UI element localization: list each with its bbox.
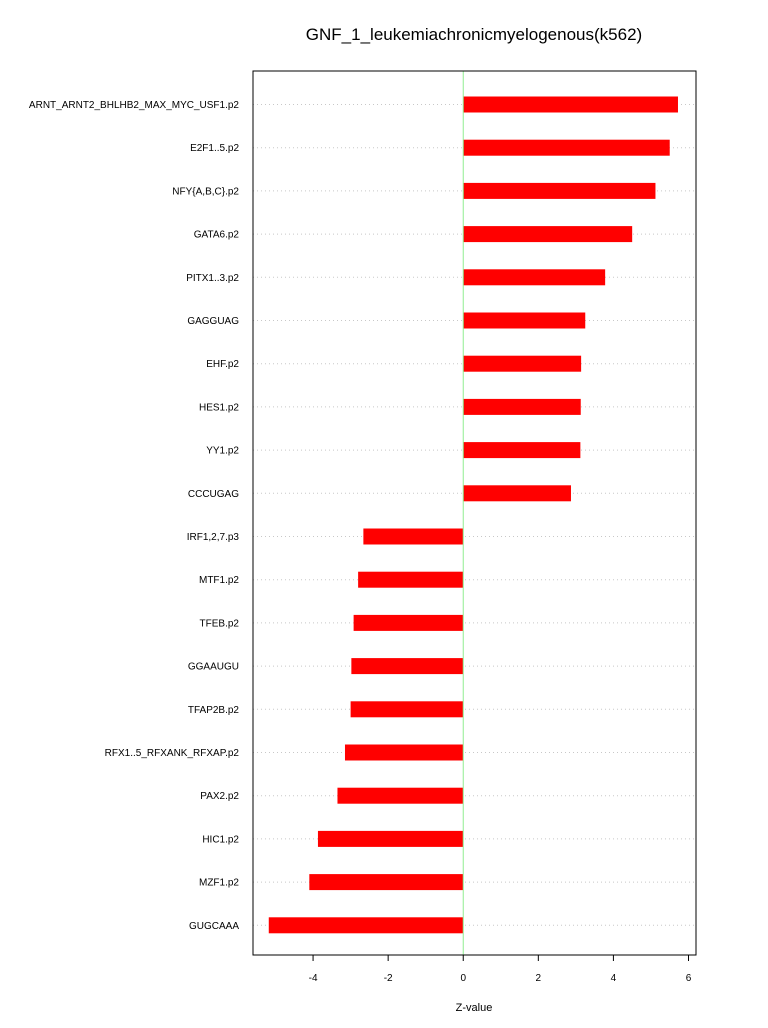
bar [463, 226, 632, 242]
bar [351, 701, 464, 717]
x-tick-label: -2 [383, 973, 393, 984]
bar [363, 529, 463, 545]
category-label: PAX2.p2 [200, 791, 239, 803]
category-label: GAGGUAG [187, 316, 239, 327]
bar [358, 572, 463, 588]
category-label: CCCUGAG [187, 488, 239, 500]
bar [463, 485, 571, 501]
category-label: MZF1.p2 [198, 877, 239, 889]
x-tick-label: -4 [308, 973, 318, 984]
category-label: HES1.p2 [198, 402, 239, 414]
x-tick-label: 6 [685, 973, 692, 984]
bars [269, 97, 678, 934]
category-label: NFY{A,B,C}.p2 [172, 186, 239, 198]
bar [269, 917, 463, 933]
bar [463, 140, 669, 156]
category-label: EHF.p2 [206, 359, 239, 371]
bar [463, 356, 581, 372]
category-label: MTF1.p2 [198, 575, 239, 587]
bar [345, 745, 463, 761]
plot-frame [253, 71, 696, 955]
category-label: GUGCAAA [188, 920, 239, 932]
x-tick-label: 4 [610, 973, 617, 984]
bar [354, 615, 464, 631]
bar [463, 313, 585, 329]
bar [337, 788, 463, 804]
bar [463, 399, 581, 415]
category-label: IRF1,2,7.p3 [186, 532, 239, 543]
bar [309, 874, 463, 890]
x-tick-label: 2 [535, 973, 542, 984]
bar [463, 183, 655, 199]
chart-title: GNF_1_leukemiachronicmyelogenous(k562) [305, 25, 643, 44]
category-label: PITX1..3.p2 [186, 272, 239, 284]
bar [463, 97, 678, 113]
x-axis [309, 955, 692, 984]
category-label: YY1.p2 [206, 445, 239, 457]
bar [318, 831, 463, 847]
category-label: TFEB.p2 [199, 618, 239, 630]
category-label: ARNT_ARNT2_BHLHB2_MAX_MYC_USF1.p2 [28, 100, 239, 111]
x-tick-label: 0 [460, 973, 467, 984]
x-axis-title: Z-value [455, 1002, 493, 1014]
y-axis-labels [29, 100, 240, 932]
category-label: RFX1..5_RFXANK_RFXAP.p2 [104, 748, 239, 759]
category-label: GATA6.p2 [193, 229, 239, 241]
category-label: TFAP2B.p2 [187, 704, 239, 716]
bar [463, 269, 605, 285]
category-label: HIC1.p2 [202, 834, 239, 846]
bar [351, 658, 463, 674]
category-label: GGAAUGU [187, 661, 239, 673]
bar [463, 442, 580, 458]
category-label: E2F1..5.p2 [190, 143, 239, 155]
